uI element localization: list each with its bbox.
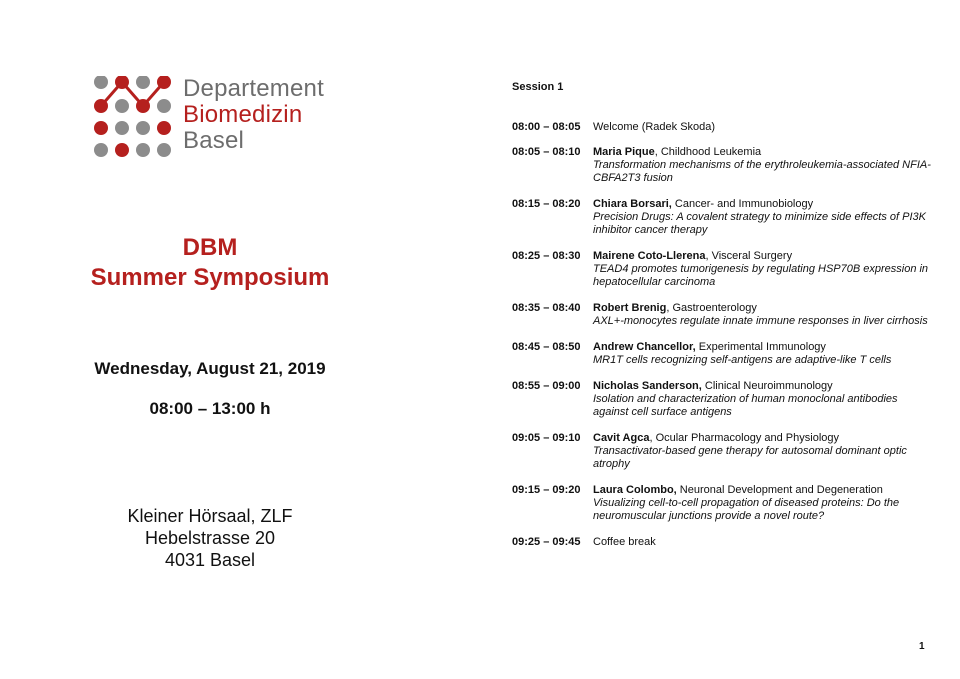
department-logo	[93, 76, 343, 158]
logo-line-departement: Departement	[183, 75, 324, 102]
speaker-affiliation: Cancer- and Immunobiology	[671, 198, 814, 210]
event-title	[40, 233, 380, 293]
schedule-time: 09:15 – 09:20	[512, 484, 581, 496]
schedule-item	[512, 380, 932, 419]
dot-grid-logo-icon	[93, 76, 177, 158]
speaker-affiliation: Clinical Neuroimmunology	[701, 380, 833, 392]
schedule-time: 08:45 – 08:50	[512, 341, 581, 353]
talk-title: Transformation mechanisms of the erythroleukemia-associated NFIA-CBFA2T3 fusion	[593, 159, 931, 184]
speaker-name: Robert Brenig	[593, 302, 667, 314]
speaker-name: Nicholas Sanderson,	[593, 380, 702, 392]
event-date-time	[40, 358, 380, 420]
schedule-item	[512, 250, 932, 289]
schedule-time: 08:00 – 08:05	[512, 121, 581, 133]
schedule-time: 08:35 – 08:40	[512, 302, 581, 314]
schedule-item	[512, 341, 932, 367]
logo-wordmark	[183, 76, 324, 154]
schedule-time: 08:25 – 08:30	[512, 250, 581, 262]
speaker-affiliation: Neuronal Development and Degeneration	[676, 484, 883, 496]
talk-title: Isolation and characterization of human monoclonal antibodies against cell surface antigens	[593, 393, 898, 418]
event-date: Wednesday, August 21, 2019	[94, 359, 326, 378]
speaker-name: Maria Pique	[593, 146, 655, 158]
speaker-affiliation: Experimental Immunology	[695, 341, 826, 353]
schedule-time: 08:55 – 09:00	[512, 380, 581, 392]
schedule-item	[512, 432, 932, 471]
venue-room: Kleiner Hörsaal, ZLF	[127, 506, 293, 526]
speaker-name: Mairene Coto-Llerena	[593, 250, 706, 262]
schedule-item	[512, 484, 932, 523]
schedule-item	[512, 121, 932, 134]
logo-line-biomedizin: Biomedizin	[183, 101, 303, 128]
speaker-name: Andrew Chancellor,	[593, 341, 696, 353]
schedule-description: Welcome (Radek Skoda)	[593, 121, 716, 133]
talk-title: Precision Drugs: A covalent strategy to minimize side effects of PI3K inhibitor cancer therapy	[593, 211, 926, 236]
event-title-line-1: DBM	[182, 234, 238, 261]
schedule-time: 09:25 – 09:45	[512, 536, 581, 548]
speaker-affiliation: , Childhood Leukemia	[654, 146, 762, 158]
speaker-affiliation: , Ocular Pharmacology and Physiology	[649, 432, 839, 444]
talk-title: MR1T cells recognizing self-antigens are adaptive-like T cells	[593, 354, 892, 366]
event-venue	[40, 505, 380, 571]
schedule-description: Coffee break	[593, 536, 656, 548]
schedule-item	[512, 146, 932, 185]
schedule-item	[512, 536, 932, 549]
talk-title: TEAD4 promotes tumorigenesis by regulating HSP70B expression in hepatocellular carcinoma	[593, 263, 929, 288]
speaker-name: Chiara Borsari,	[593, 198, 672, 210]
speaker-affiliation: , Visceral Surgery	[705, 250, 793, 262]
schedule-item	[512, 302, 932, 328]
talk-title: AXL+-monocytes regulate innate immune responses in liver cirrhosis	[593, 315, 928, 327]
speaker-name: Laura Colombo,	[593, 484, 677, 496]
speaker-affiliation: , Gastroenterology	[666, 302, 757, 314]
schedule-time: 08:15 – 08:20	[512, 198, 581, 210]
event-time: 08:00 – 13:00 h	[149, 399, 271, 418]
venue-city: 4031 Basel	[164, 550, 256, 570]
schedule-time: 09:05 – 09:10	[512, 432, 581, 444]
schedule-time: 08:05 – 08:10	[512, 146, 581, 158]
session-schedule	[512, 121, 932, 549]
speaker-name: Cavit Agca	[593, 432, 650, 444]
session-title: Session 1	[512, 81, 564, 93]
talk-title: Visualizing cell-to-cell propagation of diseased proteins: Do the neuromuscular junctions provide a novel route?	[593, 497, 900, 522]
talk-title: Transactivator-based gene therapy for autosomal dominant optic atrophy	[593, 445, 907, 470]
page-number: 1	[919, 641, 925, 652]
event-title-line-2: Summer Symposium	[90, 264, 330, 291]
venue-street: Hebelstrasse 20	[144, 528, 276, 548]
schedule-item	[512, 198, 932, 237]
logo-line-basel: Basel	[183, 127, 245, 154]
